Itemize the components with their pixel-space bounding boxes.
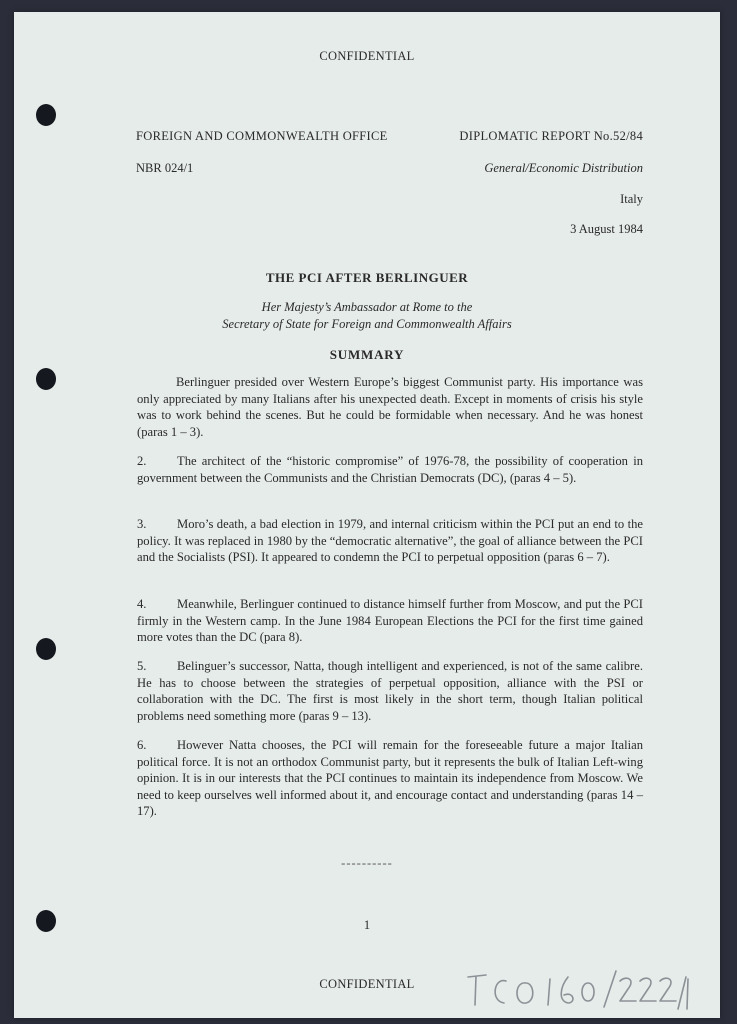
distribution: General/Economic Distribution: [484, 161, 643, 175]
summary-paragraph-3: [137, 516, 643, 566]
paragraph-number: 2.: [137, 454, 147, 468]
punch-hole: [36, 104, 56, 126]
page-number: 1: [363, 918, 371, 932]
archive-reference-handwriting: [464, 967, 694, 1017]
country: Italy: [620, 192, 643, 206]
paragraph-text: Belinguer’s successor, Natta, though intelligent and experienced, is not of the same calibre. He has to choose between the strategies of perpetual opposition, alliance with the PSI or collaboration with the DC. The first is most likely in the short term, though Italian political problems need something more (paras 9 – 13).: [137, 659, 643, 723]
paragraph-text: Meanwhile, Berlinguer continued to distance himself further from Moscow, and put the PCI firmly in the Western camp. In the June 1984 European Elections the PCI for the first time gained more votes than the DC (para 8).: [137, 597, 643, 644]
summary-paragraph-6: [137, 737, 643, 820]
report-date: 3 August 1984: [570, 222, 643, 236]
paragraph-number: 3.: [137, 517, 147, 531]
paragraph-number: 4.: [137, 597, 147, 611]
paragraph-text: The architect of the “historic compromise” of 1976-78, the possibility of cooperation in government between the Communists and the Christian Democrats (DC), (paras 4 – 5).: [137, 454, 643, 485]
punch-hole: [36, 638, 56, 660]
document-page: [14, 12, 720, 1018]
paragraph-number: 5.: [137, 659, 147, 673]
summary-paragraph-4: [137, 596, 643, 646]
summary-paragraph-1: [137, 374, 643, 440]
classification-bottom: CONFIDENTIAL: [319, 977, 415, 991]
reference-code: NBR 024/1: [136, 161, 194, 175]
paragraph-text: Moro’s death, a bad election in 1979, and internal criticism within the PCI put an end to the policy. It was replaced in 1980 by the “democratic alternative”, the goal of alliance between the PCI and the Socialists (PSI). It appeared to condemn the PCI to perpetual opposition (paras 6 – 7).: [137, 517, 643, 564]
paragraph-number: 6.: [137, 738, 147, 752]
document-title: THE PCI AFTER BERLINGUER: [265, 270, 469, 285]
office-name: FOREIGN AND COMMONWEALTH OFFICE: [136, 129, 388, 143]
summary-paragraph-5: [137, 658, 643, 724]
punch-hole: [36, 368, 56, 390]
subtitle-line-1: Her Majesty’s Ambassador at Rome to the: [261, 300, 473, 314]
end-separator: ----------: [341, 856, 393, 870]
paragraph-text: However Natta chooses, the PCI will remain for the foreseeable future a major Italian political force. It is not an orthodox Communist party, but it represents the bulk of Italian Left-wing opinion. It is in our interests that the PCI continues to maintain its independence from Moscow. We need to keep ourselves well informed about it, and encourage contact and understanding (paras 14 – 17).: [137, 738, 643, 818]
subtitle-line-2: Secretary of State for Foreign and Commonwealth Affairs: [222, 317, 512, 331]
classification-top: CONFIDENTIAL: [319, 49, 415, 63]
paragraph-text: Berlinguer presided over Western Europe’s biggest Communist party. His importance was only appreciated by many Italians after his unexpected death. Except in moments of crisis his style was to work behind the scenes. But he could be formidable when necessary. And he was honest (paras 1 – 3).: [137, 375, 643, 439]
summary-paragraph-2: [137, 453, 643, 486]
summary-heading: SUMMARY: [329, 347, 405, 362]
report-number: DIPLOMATIC REPORT No.52/84: [459, 129, 643, 143]
